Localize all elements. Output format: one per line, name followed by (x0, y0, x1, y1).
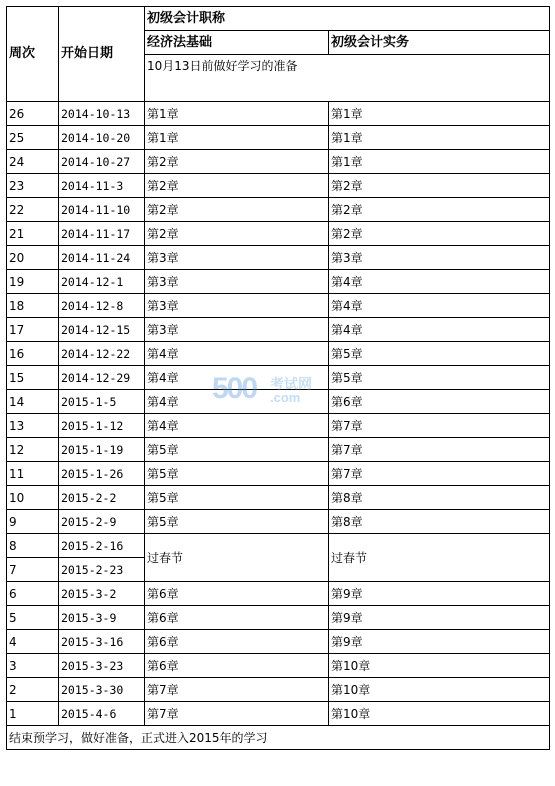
accounting-practice-chapter-cell: 第1章 (329, 102, 550, 126)
table-row (7, 486, 550, 510)
accounting-practice-chapter-cell: 第2章 (329, 174, 550, 198)
economic-law-chapter-cell: 第2章 (145, 222, 329, 246)
watermark-text-bottom: .com (270, 390, 301, 405)
week-cell: 13 (7, 414, 59, 438)
table-row (7, 150, 550, 174)
week-cell: 3 (7, 654, 59, 678)
start-date-cell: 2015-3-9 (59, 606, 145, 630)
start-date-cell: 2014-12-1 (59, 270, 145, 294)
week-cell: 9 (7, 510, 59, 534)
economic-law-chapter-cell: 第3章 (145, 246, 329, 270)
table-row (7, 222, 550, 246)
economic-law-chapter-cell: 第7章 (145, 678, 329, 702)
economic-law-chapter-cell: 第3章 (145, 318, 329, 342)
week-cell: 14 (7, 390, 59, 414)
study-schedule-table (6, 6, 550, 750)
accounting-practice-chapter-cell: 第4章 (329, 294, 550, 318)
table-row (7, 294, 550, 318)
economic-law-chapter-cell: 第4章 (145, 342, 329, 366)
holiday-row (7, 534, 550, 558)
accounting-practice-chapter-cell: 第2章 (329, 198, 550, 222)
accounting-practice-chapter-cell: 第7章 (329, 462, 550, 486)
economic-law-chapter-cell: 第1章 (145, 102, 329, 126)
start-date-cell: 2015-3-16 (59, 630, 145, 654)
week-header: 周次 (7, 7, 59, 102)
week-cell: 20 (7, 246, 59, 270)
economic-law-chapter-cell: 第4章 (145, 414, 329, 438)
start-date-header: 开始日期 (59, 7, 145, 102)
week-cell: 10 (7, 486, 59, 510)
week-cell: 17 (7, 318, 59, 342)
accounting-practice-chapter-cell: 第6章 (329, 390, 550, 414)
economic-law-chapter-cell: 第3章 (145, 270, 329, 294)
start-date-cell: 2014-11-17 (59, 222, 145, 246)
economic-law-chapter-cell: 第4章 (145, 366, 329, 390)
start-date-cell: 2014-10-27 (59, 150, 145, 174)
table-row (7, 702, 550, 726)
start-date-cell: 2014-11-24 (59, 246, 145, 270)
accounting-practice-chapter-cell: 第2章 (329, 222, 550, 246)
economic-law-chapter-cell: 第6章 (145, 654, 329, 678)
start-date-cell: 2014-11-3 (59, 174, 145, 198)
economic-law-chapter-cell: 第5章 (145, 486, 329, 510)
economic-law-chapter-cell: 第6章 (145, 606, 329, 630)
accounting-practice-chapter-cell: 第7章 (329, 414, 550, 438)
table-row (7, 198, 550, 222)
table-row (7, 318, 550, 342)
start-date-cell: 2015-2-16 (59, 534, 145, 558)
week-cell: 25 (7, 126, 59, 150)
prep-note: 10月13日前做好学习的准备 (145, 55, 550, 102)
accounting-practice-chapter-cell: 第4章 (329, 318, 550, 342)
accounting-practice-chapter-cell: 第8章 (329, 510, 550, 534)
accounting-practice-chapter-cell: 第10章 (329, 678, 550, 702)
economic-law-chapter-cell: 第6章 (145, 630, 329, 654)
economic-law-header: 经济法基础 (145, 31, 329, 55)
week-cell: 16 (7, 342, 59, 366)
week-cell: 11 (7, 462, 59, 486)
week-cell: 2 (7, 678, 59, 702)
economic-law-chapter-cell: 第7章 (145, 702, 329, 726)
week-cell: 21 (7, 222, 59, 246)
table-row (7, 342, 550, 366)
week-cell: 12 (7, 438, 59, 462)
start-date-cell: 2014-12-29 (59, 366, 145, 390)
start-date-cell: 2015-1-12 (59, 414, 145, 438)
start-date-cell: 2015-1-26 (59, 462, 145, 486)
economic-law-chapter-cell: 第3章 (145, 294, 329, 318)
week-cell: 1 (7, 702, 59, 726)
start-date-cell: 2015-2-2 (59, 486, 145, 510)
footer-note: 结束预学习，做好准备，正式进入2015年的学习 (7, 726, 550, 750)
table-row (7, 654, 550, 678)
start-date-cell: 2015-3-23 (59, 654, 145, 678)
week-cell: 22 (7, 198, 59, 222)
table-row (7, 582, 550, 606)
start-date-cell: 2015-3-2 (59, 582, 145, 606)
table-row (7, 462, 550, 486)
start-date-cell: 2015-2-9 (59, 510, 145, 534)
header-row-1 (7, 7, 550, 31)
accounting-practice-chapter-cell: 第1章 (329, 150, 550, 174)
junior-accountant-title-header: 初级会计职称 (145, 7, 550, 31)
table-row (7, 678, 550, 702)
economic-law-chapter-cell: 第5章 (145, 510, 329, 534)
week-cell: 23 (7, 174, 59, 198)
table-row (7, 606, 550, 630)
table-row (7, 438, 550, 462)
accounting-practice-header: 初级会计实务 (329, 31, 550, 55)
table-row (7, 510, 550, 534)
economic-law-chapter-cell: 第2章 (145, 150, 329, 174)
week-cell: 4 (7, 630, 59, 654)
week-cell: 15 (7, 366, 59, 390)
holiday-economic-law-cell: 过春节 (145, 534, 329, 582)
table-row (7, 246, 550, 270)
accounting-practice-chapter-cell: 第4章 (329, 270, 550, 294)
accounting-practice-chapter-cell: 第5章 (329, 366, 550, 390)
table-row (7, 414, 550, 438)
week-cell: 26 (7, 102, 59, 126)
week-cell: 6 (7, 582, 59, 606)
accounting-practice-chapter-cell: 第1章 (329, 126, 550, 150)
accounting-practice-chapter-cell: 第5章 (329, 342, 550, 366)
start-date-cell: 2014-11-10 (59, 198, 145, 222)
economic-law-chapter-cell: 第2章 (145, 198, 329, 222)
table-row (7, 366, 550, 390)
economic-law-chapter-cell: 第4章 (145, 390, 329, 414)
start-date-cell: 2014-12-15 (59, 318, 145, 342)
economic-law-chapter-cell: 第1章 (145, 126, 329, 150)
economic-law-chapter-cell: 第6章 (145, 582, 329, 606)
economic-law-chapter-cell: 第5章 (145, 438, 329, 462)
start-date-cell: 2014-10-20 (59, 126, 145, 150)
start-date-cell: 2015-1-5 (59, 390, 145, 414)
accounting-practice-chapter-cell: 第10章 (329, 702, 550, 726)
accounting-practice-chapter-cell: 第10章 (329, 654, 550, 678)
accounting-practice-chapter-cell: 第3章 (329, 246, 550, 270)
economic-law-chapter-cell: 第5章 (145, 462, 329, 486)
week-cell: 8 (7, 534, 59, 558)
holiday-accounting-practice-cell: 过春节 (329, 534, 550, 582)
footer-row (7, 726, 550, 750)
accounting-practice-chapter-cell: 第7章 (329, 438, 550, 462)
economic-law-chapter-cell: 第2章 (145, 174, 329, 198)
week-cell: 19 (7, 270, 59, 294)
accounting-practice-chapter-cell: 第9章 (329, 606, 550, 630)
table-row (7, 390, 550, 414)
week-cell: 18 (7, 294, 59, 318)
table-row (7, 102, 550, 126)
watermark-number: 500 (212, 372, 257, 405)
start-date-cell: 2014-12-8 (59, 294, 145, 318)
start-date-cell: 2014-12-22 (59, 342, 145, 366)
week-cell: 24 (7, 150, 59, 174)
start-date-cell: 2014-10-13 (59, 102, 145, 126)
table-row (7, 270, 550, 294)
start-date-cell: 2015-1-19 (59, 438, 145, 462)
accounting-practice-chapter-cell: 第8章 (329, 486, 550, 510)
start-date-cell: 2015-4-6 (59, 702, 145, 726)
table-row (7, 174, 550, 198)
accounting-practice-chapter-cell: 第9章 (329, 582, 550, 606)
accounting-practice-chapter-cell: 第9章 (329, 630, 550, 654)
watermark-text-top: 考试网 (270, 377, 312, 393)
week-cell: 5 (7, 606, 59, 630)
start-date-cell: 2015-2-23 (59, 558, 145, 582)
start-date-cell: 2015-3-30 (59, 678, 145, 702)
table-row (7, 126, 550, 150)
table-row (7, 630, 550, 654)
week-cell: 7 (7, 558, 59, 582)
